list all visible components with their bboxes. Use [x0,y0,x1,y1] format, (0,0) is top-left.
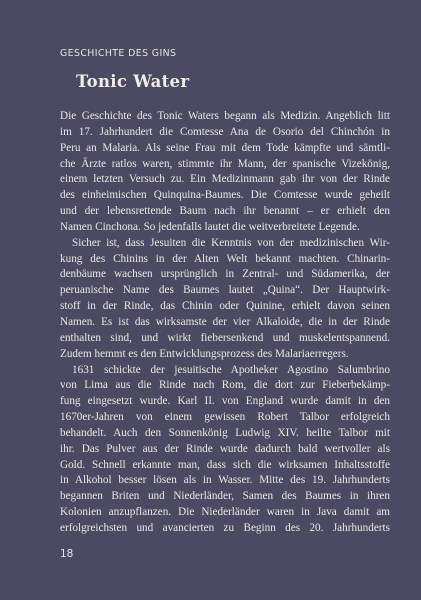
text-line: 1631 schickte der jesuitische Apotheker Agostino Salumbrino [72,363,390,376]
text-line: che Ärzte ratlos waren, stimmte ihr Mann, der spanische Vizekönig, [60,157,390,170]
text-line: ihr. Das Pulver aus der Rinde wurde dadurch bald wertvoller als [60,442,390,455]
text-line: begannen Briten und Niederländer, Samen des Baumes in ihren [60,490,390,503]
text-line: Zudem hemmt es den Entwicklungsprozess des Malariaerregers. [60,347,349,360]
text-line: im 17. Jahrhundert die Comtesse Ana de Osorio del Chinchón in [60,125,390,138]
text-line: Gold. Schnell erkannte man, dass sich die wirksamen Inhaltsstoffe [60,458,390,471]
text-line: Sicher ist, dass Jesuiten die Kenntnis von der medizinischen Wir- [72,236,390,249]
text-line: in Alkohol besser lösen als in Wasser. Mitte des 19. Jahrhunderts [60,474,390,487]
text-line: einem letzten Versuch zu. Ein Medizinmann gab ihr von der Rinde [60,173,390,186]
text-line: Namen. Es ist das wirksamste der vier Alkaloide, die in der Rinde [60,315,390,328]
text-line: stoff in der Rinde, das Chinin oder Quinine, erhielt davon seinen [60,300,390,313]
paragraph [60,236,390,363]
text-line: peruanische Name des Baumes lautet „Quina“. Der Hauptwirk- [60,284,390,297]
text-line: enthalten sind, und wirkt fiebersenkend und muskelentspannend. [60,331,390,344]
text-line: und der lebensrettende Baum nach ihr benannt – er erhielt den [60,205,390,218]
text-line: behandelt. Auch den Sonnenkönig Ludwig XIV. heilte Talbor mit [60,426,390,439]
text-line: Die Geschichte des Tonic Waters begann als Medizin. Angeblich litt [60,110,390,122]
text-line: Kolonien anzupflanzen. Die Niederländer waren in Java damit am [60,506,390,519]
chapter-title: Tonic Water [76,72,190,91]
text-line: 1670er-Jahren von einem gewissen Robert Talbor erfolgreich [60,411,390,424]
text-line: denbäume wachsen ursprünglich in Zentral- und Südamerika, der [60,268,390,281]
text-line: kung des Chinins in der Alten Welt bekannt machten. Chinarin- [60,252,390,265]
running-head: GESCHICHTE DES GINS [60,48,177,59]
paragraph [60,363,390,537]
text-line: erfolgreichsten und avancierten zu Beginn des 20. Jahrhunderts [60,521,390,534]
text-line: Namen Cinchona. So jedenfalls lautet die weitverbreitete Legende. [60,220,360,233]
text-line: fung eingesetzt wurde. Karl II. von England wurde damit in den [60,395,390,408]
text-line: Peru an Malaria. Als seine Frau mit dem Tode kämpfte und sämtli- [60,141,390,154]
text-line: von Lima aus die Rinde nach Rom, die dort zur Fieberbekämp- [60,379,390,392]
body-text [60,109,390,537]
paragraph [60,109,390,236]
page-number: 18 [60,548,74,560]
text-line: des einheimischen Quinquina-Baumes. Die Comtesse wurde geheilt [60,189,390,202]
